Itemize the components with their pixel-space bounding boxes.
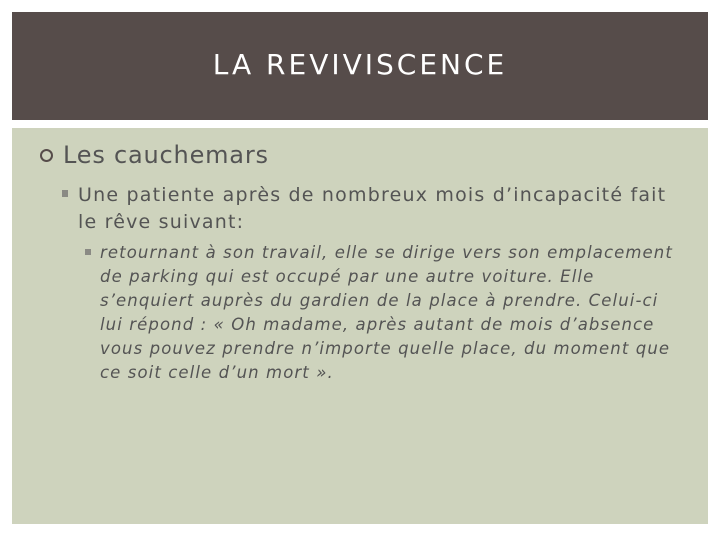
title-separator: [12, 120, 708, 128]
bullet-level2: [62, 182, 682, 236]
title-bar: [12, 12, 708, 120]
square-bullet-icon: [62, 190, 68, 197]
bullet-level1-text: Les cauchemars: [63, 141, 269, 169]
bullet-level1: [40, 141, 269, 169]
circle-bullet-icon: [40, 149, 53, 162]
slide-title: LA REVIVISCENCE: [212, 47, 508, 81]
square-bullet-icon: [85, 249, 91, 255]
bullet-level3: [85, 241, 675, 385]
bullet-level2-text: Une patiente après de nombreux mois d’incapacité fait le rêve suivant:: [78, 184, 667, 233]
bullet-level3-text: retournant à son travail, elle se dirige vers son emplacement de parking qui est occupé par une autre voiture. Elle s’enquiert auprès du gardien de la place à prendre. Celui-ci lui répond : « Oh madame, après autant de mois d’absence vous pouvez prendre n’importe quelle place, du moment que ce soit celle d’un mort ».: [100, 243, 673, 382]
